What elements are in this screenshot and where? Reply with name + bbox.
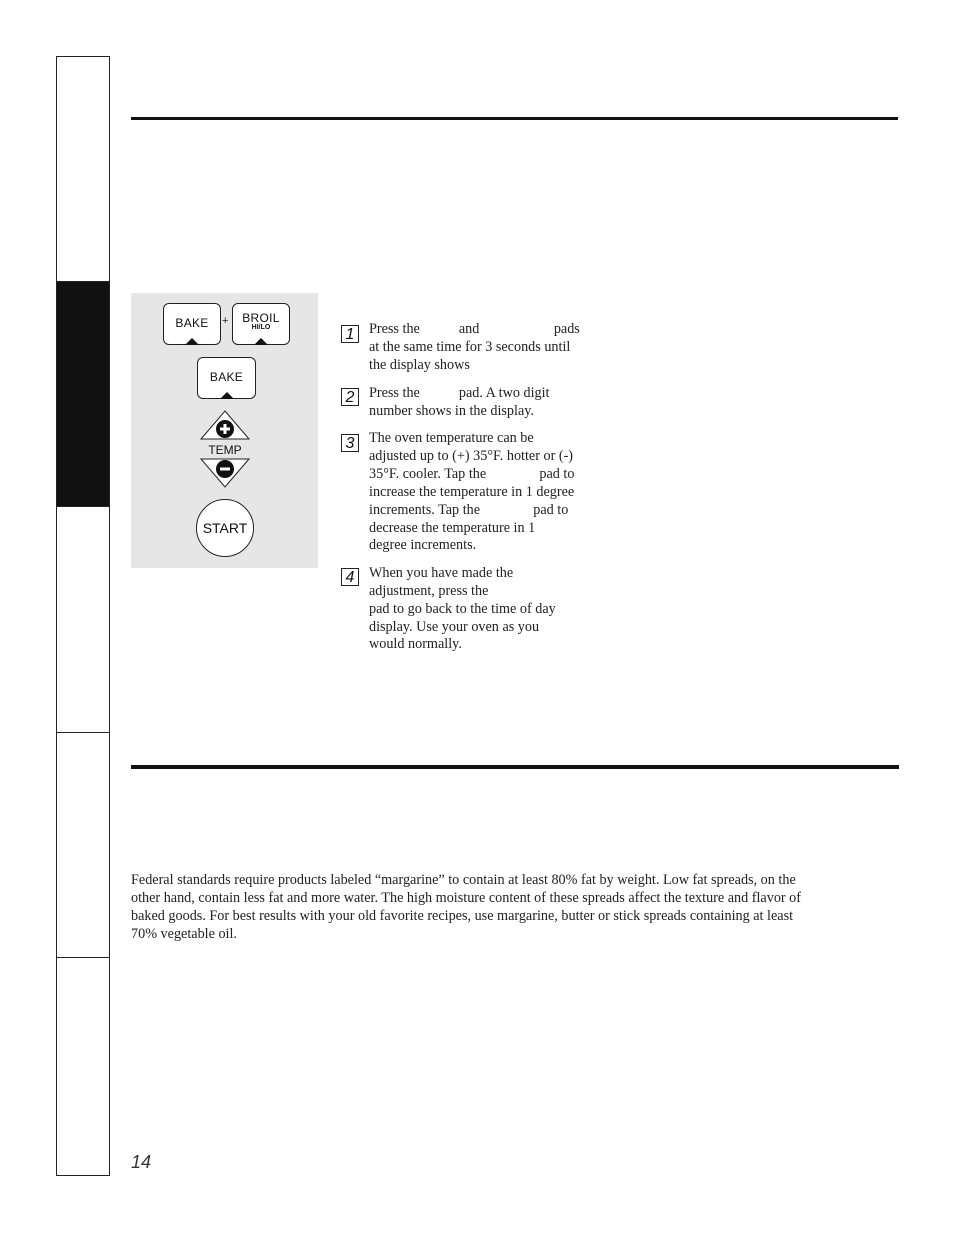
bake-pad-single (197, 357, 256, 399)
step-2-line-1: Press the pad. A two digit (369, 385, 550, 401)
step-4-line-3: pad to go back to the time of day (369, 601, 556, 617)
step-2-number: 2 (341, 388, 359, 406)
step-3-line-7: degree increments. (369, 537, 477, 553)
start-pad-label: START (202, 520, 248, 536)
step-3-line-1: The oven temperature can be (369, 430, 534, 446)
section-tab-3 (57, 507, 109, 733)
temp-pad (199, 409, 251, 491)
section-rule-middle (131, 765, 899, 769)
section-tab-2-active (57, 282, 109, 507)
plus-sign: + (222, 315, 229, 327)
step-4-number: 4 (341, 568, 359, 586)
step-3-line-3: 35°F. cooler. Tap the pad to (369, 466, 575, 482)
section-tabs (56, 56, 110, 1176)
broil-pad (232, 303, 290, 345)
step-1-line-3: the display shows (369, 357, 470, 373)
margarine-paragraph-line-1: Federal standards require products labeled “margarine” to contain at least 80% fat by weight. Low fat spreads, on the (131, 872, 796, 888)
margarine-paragraph-line-2: other hand, contain less fat and more water. The high moisture content of these spreads affect the texture and flavor of (131, 890, 801, 906)
broil-indicator-icon (254, 338, 268, 345)
section-tab-4 (57, 733, 109, 958)
bake-indicator-icon (185, 338, 199, 345)
bake-single-indicator-icon (220, 392, 234, 399)
step-3-number: 3 (341, 434, 359, 452)
start-pad (196, 499, 254, 557)
broil-pad-label: BROIL (242, 311, 280, 325)
broil-pad-sublabel: HI/LO (251, 324, 271, 331)
step-3-line-2: adjusted up to (+) 35°F. hotter or (-) (369, 448, 574, 464)
step-4-line-1: When you have made the (369, 565, 514, 581)
section-tab-1 (57, 57, 109, 282)
step-3-line-6: decrease the temperature in 1 (369, 520, 536, 536)
control-panel-illustration (131, 293, 318, 568)
section-tab-5 (57, 958, 109, 1176)
margarine-paragraph-line-4: 70% vegetable oil. (131, 926, 237, 942)
bake-pad-label: BAKE (175, 316, 209, 330)
step-4-line-2: adjustment, press the (369, 583, 489, 599)
margarine-paragraph-line-3: baked goods. For best results with your old favorite recipes, use margarine, butter or stick spreads containing at least (131, 908, 794, 924)
step-4-line-5: would normally. (369, 636, 462, 652)
page-number: 14 (131, 1152, 152, 1172)
step-2-line-2: number shows in the display. (369, 403, 534, 419)
step-3-line-5: increments. Tap the pad to (369, 502, 569, 518)
step-1-line-1: Press the and pads (369, 321, 580, 337)
step-1-line-2: at the same time for 3 seconds until (369, 339, 571, 355)
temp-label: TEMP (208, 443, 242, 457)
section-rule-top (131, 117, 898, 120)
step-1-number: 1 (341, 325, 359, 343)
step-3-line-4: increase the temperature in 1 degree (369, 484, 575, 500)
bake-pad-single-label: BAKE (209, 370, 244, 384)
bake-pad (163, 303, 221, 345)
step-4-line-4: display. Use your oven as you (369, 619, 540, 635)
